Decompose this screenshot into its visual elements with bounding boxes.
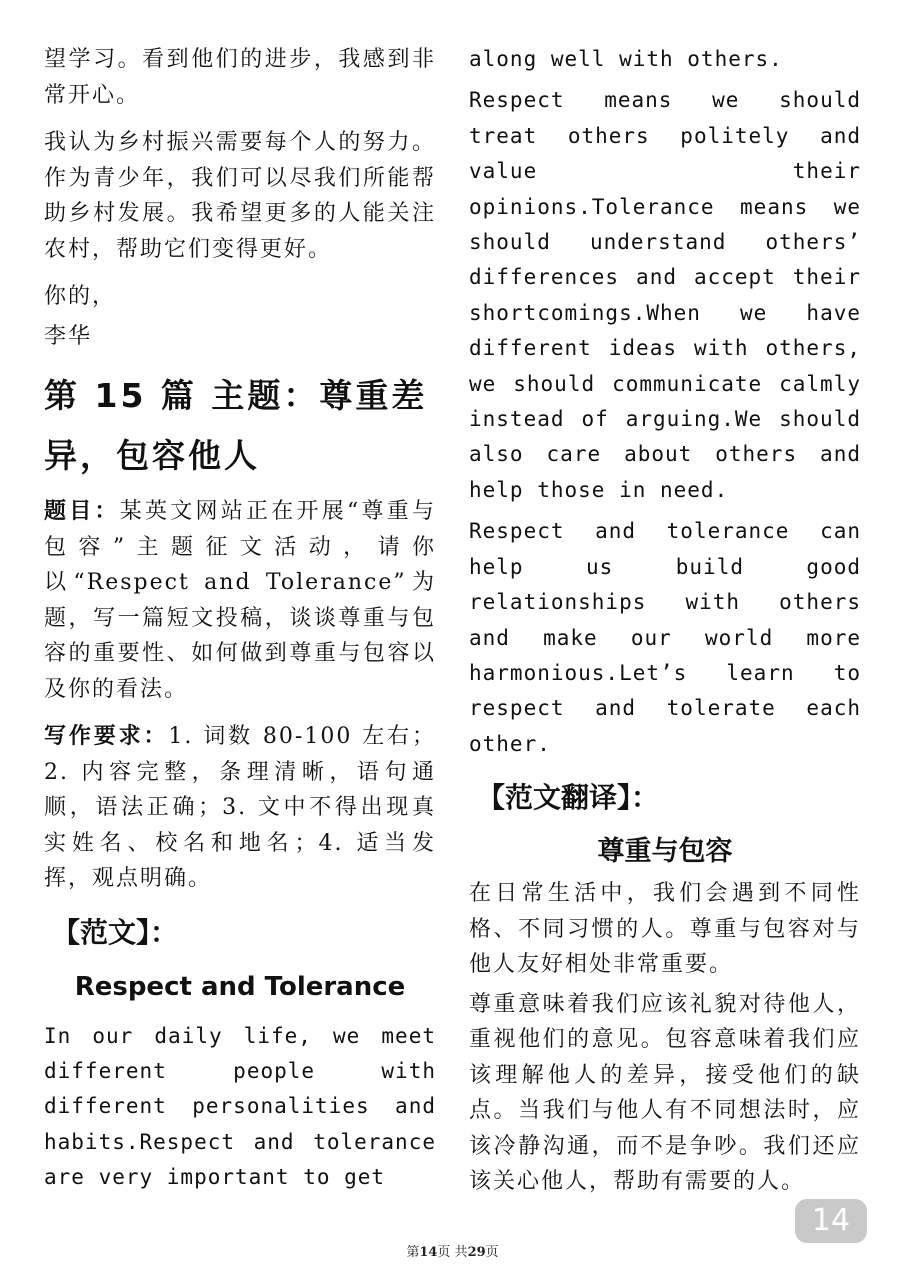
letter-closing: 你的， (44, 284, 117, 309)
footer-total-pages: 29 (467, 1245, 486, 1260)
essay-paragraph-3: Respect and tolerance can help us build good relationships with others and make our world more harmonious.Let’s learn to respect and tolerate each other. (469, 519, 861, 756)
requirements-label: 写作要求： (44, 724, 169, 749)
footer-middle: 页 共 (437, 1245, 468, 1260)
prompt-text: 某英文网站正在开展“尊重与包容”主题征文活动，请你以“Respect and Tolerance”为题，写一篇短文投稿，谈谈尊重与包容的重要性、如何做到尊重与包容以及你的看法。 (44, 499, 436, 702)
essay-paragraph-1-continued: along well with others. (469, 47, 783, 71)
right-column (469, 42, 861, 1212)
footer-page-number: 14 (419, 1245, 438, 1260)
letter-paragraph-end: 望学习。看到他们的进步，我感到非常开心。 (44, 47, 436, 108)
requirements-text: 1. 词数 80-100 左右；2. 内容完整，条理清晰，语句通顺，语法正确；3. 文中不得出现真实姓名、校名和地名；4. 适当发挥，观点明确。 (44, 724, 436, 891)
left-column (44, 42, 436, 1196)
letter-paragraph-conclusion: 我认为乡村振兴需要每个人的努力。作为青少年，我们可以尽我们所能帮助乡村发展。我希望更多的人能关注农村，帮助它们变得更好。 (44, 130, 436, 262)
prompt-label: 题目： (44, 499, 120, 524)
translation-label: 【范文翻译】： (477, 781, 660, 815)
translation-paragraph-2: 尊重意味着我们应该礼貌对待他人，重视他们的意见。包容意味着我们应该理解他人的差异，接受他们的缺点。当我们与他人有不同想法时，应该冷静沟通，而不是争吵。我们还应该关心他人，帮助有需要的人。 (469, 991, 861, 1195)
prompt-paragraph (44, 494, 436, 707)
translation-title: 尊重与包容 (597, 836, 733, 868)
model-essay-label: 【范文】： (52, 915, 179, 949)
letter-signature: 李华 (44, 323, 93, 349)
essay-paragraph-1: In our daily life, we meet different people with different personalities and habits.Respect and tolerance are very important to get (44, 1023, 436, 1190)
essay-paragraph-2: Respect means we should treat others politely and value their opinions.Tolerance means we should understand others’ differences and accept their shortcomings.When we have different ideas with others, we should communicate calmly instead of arguing.We should also care about others and help those in need. (469, 88, 861, 502)
page-number-badge: 14 (795, 1199, 867, 1243)
article-heading: 第 15 篇 主题：尊重差异，包容他人 (44, 376, 428, 475)
footer-prefix: 第 (406, 1245, 420, 1260)
footer-suffix: 页 (485, 1245, 499, 1260)
essay-title: Respect and Tolerance (74, 971, 406, 1002)
requirements-paragraph (44, 719, 436, 897)
page-footer (0, 1241, 905, 1260)
translation-paragraph-1: 在日常生活中，我们会遇到不同性格、不同习惯的人。尊重与包容对与他人友好相处非常重要。 (469, 881, 861, 978)
